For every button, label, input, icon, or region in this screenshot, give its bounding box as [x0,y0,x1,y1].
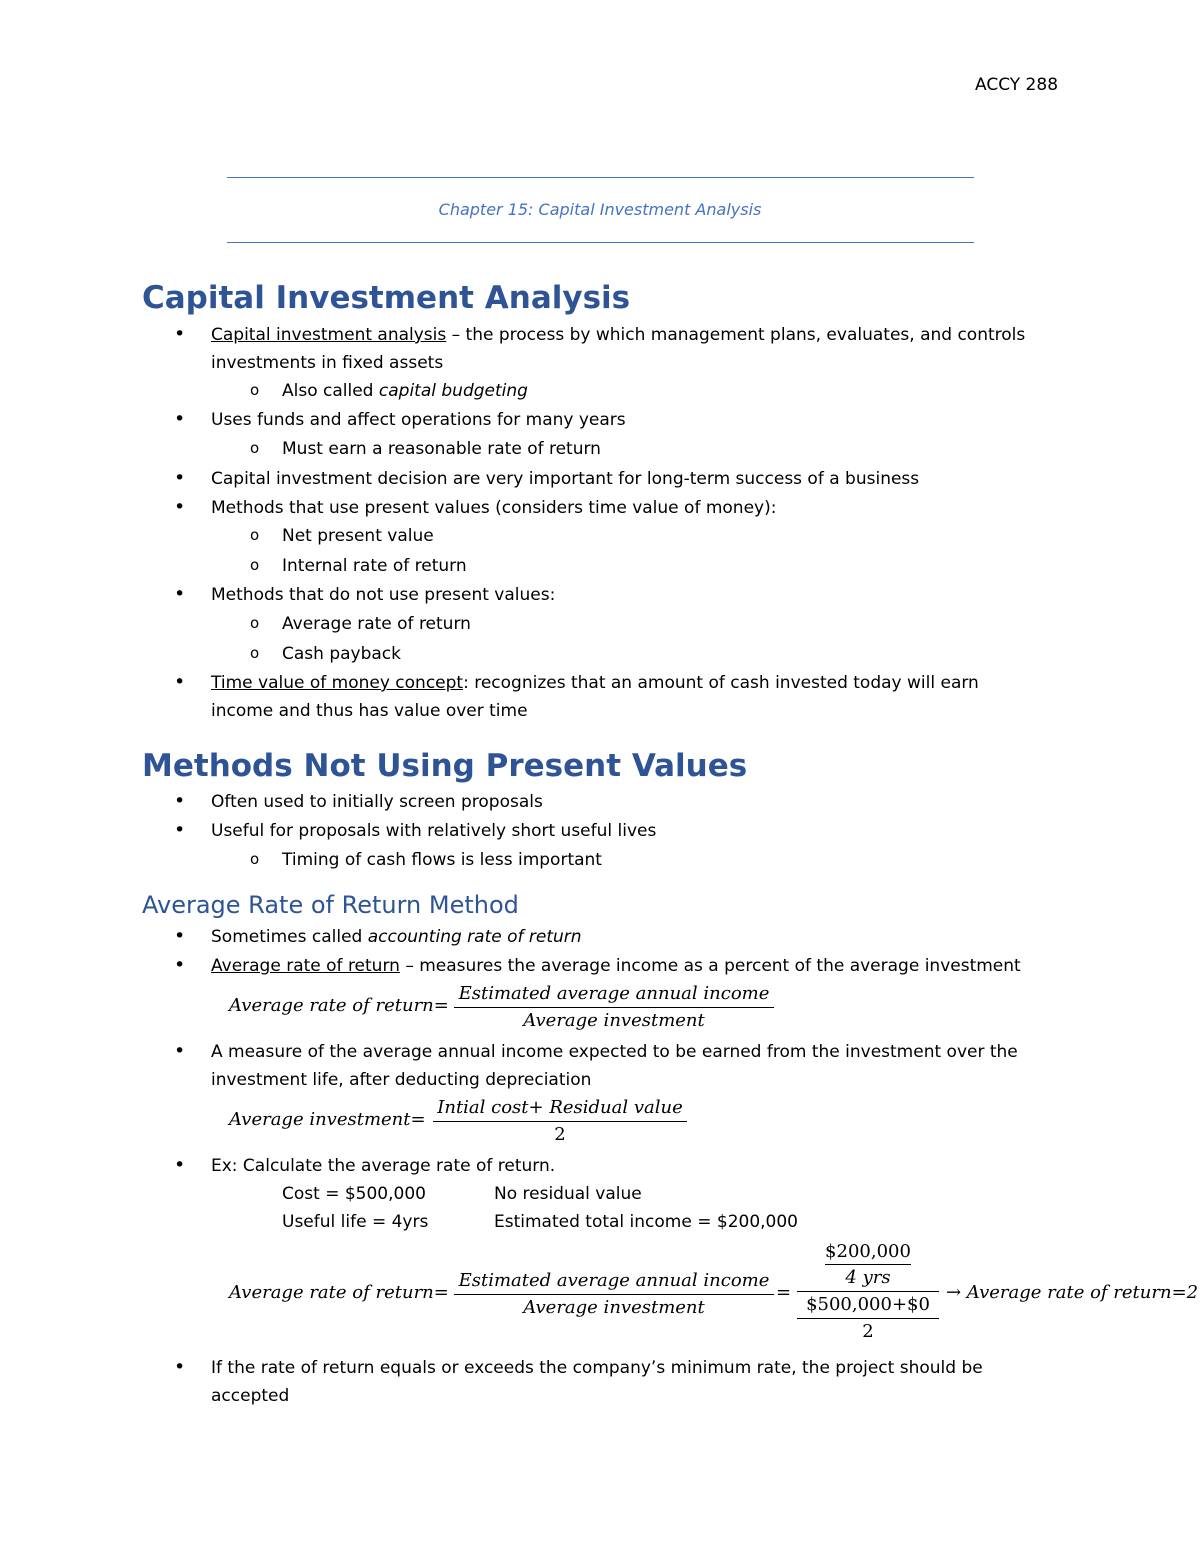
term-time-value-of-money: Time value of money concept [211,673,464,693]
bullet-uses-funds: • Uses funds and affect operations for many years [211,410,626,430]
definition-text: – the process by which management plans, evaluates, and controls [446,325,1026,345]
sub-bullet-reasonable-return: o Must earn a reasonable rate of return [282,439,601,459]
heading-capital-investment-analysis: Capital Investment Analysis [142,280,631,316]
formula3-lhs: Average rate of return= [229,1282,449,1303]
term-capital-investment-analysis: Capital investment analysis [211,325,447,345]
course-header: ACCY 288 [975,75,1059,95]
bullet-average-annual-income: • A measure of the average annual income expected to be earned from the investment over the [211,1042,1018,1062]
example-residual: No residual value [494,1184,642,1204]
formula1-fraction [454,982,774,1034]
sub-bullet-timing-cash-flows: o Timing of cash flows is less important [282,850,602,870]
formula3-complex-fraction [797,1240,939,1345]
bullet-accounting-rate [211,927,582,947]
sub-bullet-npv: o Net present value [282,526,434,546]
bullet-capital-investment-definition [211,325,1025,345]
sub-bullet-text: Also called [282,381,379,401]
bullet-acceptance-rule: • If the rate of return equals or exceeds the company’s minimum rate, the project should be [211,1358,983,1378]
heading-methods-not-using-present-values: Methods Not Using Present Values [142,748,748,784]
bullet-continuation: accepted [211,1386,290,1406]
inner-numerator-bottom: 4 yrs [845,1267,891,1288]
bullet-capital-decision: • Capital investment decision are very important for long-term success of a business [211,469,919,489]
inner-numerator-top: $200,000 [825,1240,911,1265]
chapter-bottom-rule [227,242,974,243]
bullet-time-value-of-money [211,673,979,693]
formula3-equals: = [776,1282,792,1303]
sub-bullet-cash-payback: o Cash payback [282,644,401,664]
chapter-title: Chapter 15: Capital Investment Analysis [438,200,762,219]
formula3-numerator: Estimated average annual income [454,1269,774,1295]
formula3-fraction [454,1269,774,1321]
heading-average-rate-of-return-method: Average Rate of Return Method [142,891,519,919]
bullet-continuation: income and thus has value over time [211,701,528,721]
example-useful-life: Useful life = 4yrs [282,1212,429,1232]
bullet-screen-proposals: • Often used to initially screen proposals [211,792,543,812]
bullet-short-useful-lives: • Useful for proposals with relatively short useful lives [211,821,656,841]
bullet-text: Sometimes called [211,927,368,947]
bullet-example: • Ex: Calculate the average rate of return. [211,1156,555,1176]
formula2-lhs: Average investment= [229,1109,426,1130]
formula2-fraction [433,1096,687,1148]
inner-denominator-top: $500,000+$0 [797,1292,939,1319]
term-average-rate-of-return: Average rate of return [211,956,400,976]
bullet-continuation: investment life, after deducting depreciation [211,1070,592,1090]
formula1-denominator: Average investment [523,1010,705,1031]
emphasis-accounting-rate-of-return: accounting rate of return [367,927,582,947]
definition-text: : recognizes that an amount of cash invested today will earn [463,673,979,693]
example-cost: Cost = $500,000 [282,1184,426,1204]
formula2-denominator: 2 [554,1124,566,1145]
bullet-non-present-value-methods: • Methods that do not use present values: [211,585,555,605]
sub-bullet-average-rate: o Average rate of return [282,614,471,634]
formula1-lhs: Average rate of return= [229,995,449,1016]
definition-text: – measures the average income as a percent of the average investment [399,956,1021,976]
sub-bullet-capital-budgeting [282,381,528,401]
bullet-present-value-methods: • Methods that use present values (considers time value of money): [211,498,776,518]
bullet-continuation: investments in fixed assets [211,353,444,373]
sub-bullet-irr: o Internal rate of return [282,556,467,576]
bullet-average-rate-definition [211,956,1021,976]
formula2-numerator: Intial cost+ Residual value [433,1096,687,1122]
example-total-income: Estimated total income = $200,000 [494,1212,798,1232]
formula1-numerator: Estimated average annual income [454,982,774,1008]
formula3-result: → Average rate of return=2 [946,1282,1199,1303]
emphasis-capital-budgeting: capital budgeting [378,381,528,401]
chapter-top-rule [227,177,974,178]
formula3-denominator: Average investment [523,1297,705,1318]
inner-denominator-bottom: 2 [862,1321,874,1342]
